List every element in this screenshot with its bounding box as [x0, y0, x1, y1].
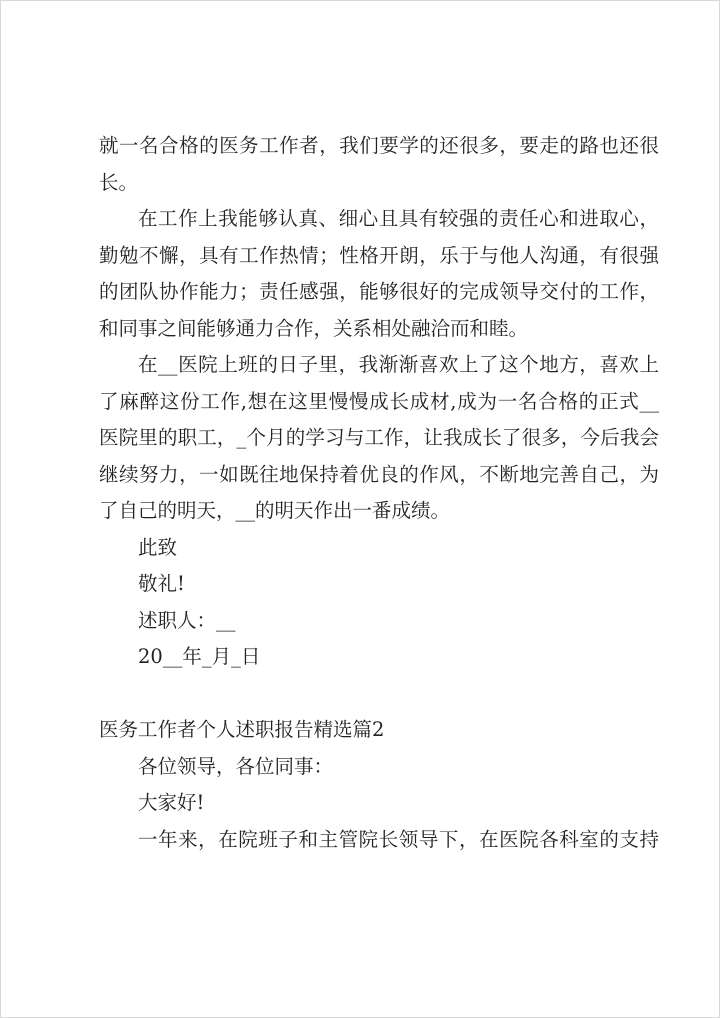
- paragraph-line: 继续努力，一如既往地保持着优良的作风，不断地完善自己，为: [99, 462, 659, 486]
- paragraph-line: 在__医院上班的日子里，我渐渐喜欢上了这个地方，喜欢上: [138, 353, 659, 376]
- document-body: [99, 128, 659, 858]
- closing-salutation: 此致: [138, 535, 178, 559]
- paragraph-line: 医院里的职工，_个月的学习与工作，让我成长了很多，今后我会: [99, 426, 659, 449]
- paragraph-line: 勤勉不懈，具有工作热情；性格开朗，乐于与他人沟通，有很强: [99, 243, 659, 267]
- paragraph-line: 和同事之间能够通力合作，关系相处融洽而和睦。: [99, 316, 529, 340]
- paragraph-line: 在工作上我能够认真、细心且具有较强的责任心和进取心，: [138, 207, 659, 230]
- signature-label: 述职人：__: [138, 608, 236, 632]
- paragraph-line: 就一名合格的医务工作者，我们要学的还很多，要走的路也还很: [99, 134, 659, 157]
- paragraph-line: 长。: [99, 170, 139, 194]
- section-gap: [99, 676, 659, 713]
- greeting-line: 各位领导，各位同事：: [138, 754, 334, 778]
- paragraph-line: 一年来，在院班子和主管院长领导下，在医院各科室的支持: [138, 827, 659, 851]
- paragraph-line: 了麻醉这份工作,想在这里慢慢成长成材,成为一名合格的正式__: [99, 389, 659, 413]
- section-title: 医务工作者个人述职报告精选篇2: [99, 718, 385, 741]
- paragraph-line: 了自己的明天，__的明天作出一番成绩。: [99, 499, 451, 522]
- paragraph-line: 的团队协作能力；责任感强，能够很好的完成领导交付的工作，: [99, 280, 659, 303]
- greeting-line: 大家好!: [138, 791, 205, 814]
- date-line: 20__年_月_日: [138, 645, 261, 668]
- closing-respect: 敬礼!: [138, 572, 185, 595]
